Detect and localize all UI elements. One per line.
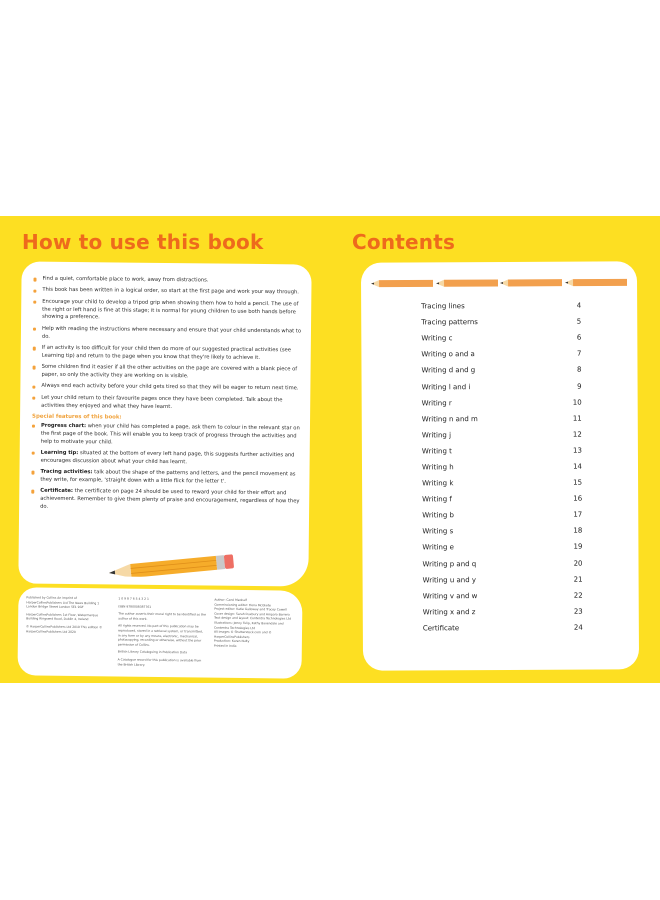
book-spread [0, 216, 660, 683]
contents-title: Contents [352, 230, 456, 254]
how-to-use-title: How to use this book [22, 230, 264, 254]
feature-item: Progress chart: when your child has completed a page, ask them to colour in the relevant star on the first page of the book. This will enable you to keep track of progress through the activities and help to motivate your child. [32, 423, 302, 449]
bullet-icon [33, 289, 36, 292]
instructions-card [18, 261, 311, 586]
contents-entry: Certificate 24 [422, 623, 583, 633]
instruction-item: Some children find it easier if all the other activities on the page are covered with a blank piece of paper, so only the activity they are working on is visible. [32, 364, 302, 382]
bullet-icon [33, 347, 36, 350]
imprint-rights: 1 0 9 8 7 6 5 4 3 2 1 ISBN 9780008387761 The author asserts their moral right to be identified as the author of this work. All rights reserved. No part of this publication may be reproduced, stored in a retrieval system, or transmitted, in any form or by any means, electronic, mechanical, photocopying, recording or otherwise, without the prior permission of Collins. British Library Cataloguing in Publication Data A Catalogue record for this publication is available from the British Library. [117, 596, 206, 667]
bullet-icon [33, 278, 36, 281]
instruction-item: Find a quiet, comfortable place to work, away from distractions. [33, 276, 303, 287]
contents-entry: Writing t 13 [421, 446, 582, 456]
pencil-icon [500, 278, 562, 288]
contents-entry: Writing o and a 7 [421, 349, 582, 359]
bullet-icon [32, 397, 35, 400]
bullet-icon [31, 490, 34, 493]
imprint-card [17, 587, 302, 678]
instruction-item: Always end each activity before your child gets tired so that they will be eager to return next time. [32, 383, 302, 394]
contents-entry: Writing k 15 [422, 478, 583, 488]
pencil-icon [371, 278, 433, 288]
bullet-icon [32, 385, 35, 388]
contents-entry: Tracing lines 4 [421, 301, 582, 311]
bullet-icon [33, 328, 36, 331]
bullet-icon [33, 366, 36, 369]
contents-entry: Writing c 6 [421, 333, 582, 343]
contents-entry: Writing x and z 23 [422, 607, 583, 617]
contents-entry: Writing v and w 22 [422, 591, 583, 601]
instructions-list [31, 276, 303, 518]
contents-entry: Writing r 10 [421, 398, 582, 408]
contents-entry: Writing b 17 [422, 510, 583, 520]
instruction-item: Let your child return to their favourite pages once they have been completed. Talk about the activities they enjoyed and what they have learnt. [32, 394, 302, 412]
contents-card [361, 261, 639, 670]
contents-entry: Writing p and q 20 [422, 559, 583, 568]
contents-entry: Writing j 12 [421, 430, 582, 440]
contents-entry: Writing d and g 8 [421, 365, 582, 375]
contents-entry: Writing s 18 [422, 526, 583, 536]
instruction-item: If an activity is too difficult for your child then do more of our suggested practical activities (see Learning tip) and return to the page when you know that they're likely to achieve it. [33, 345, 303, 363]
bullet-icon [32, 452, 35, 455]
bullet-icon [33, 301, 36, 304]
contents-entry: Writing h 14 [421, 462, 583, 472]
instruction-item: Encourage your child to develop a tripod grip when showing them how to hold a pencil. The use of the right or left hand is fine at this stage; it is normal for young children to use both hands before showing a preference. [33, 298, 303, 324]
contents-entry: Tracing patterns 5 [421, 317, 582, 327]
contents-list [421, 298, 583, 637]
contents-entry: Writing n and m 11 [421, 414, 582, 424]
contents-entry: Writing l and i 9 [421, 382, 582, 391]
imprint-publisher: Published by Collins An imprint of HarperCollinsPublishers Ltd The News Building 1 London Bridge Street London SE1 9GF HarperCollinsPublishers 1st Floor, Watermarque Building Ringsend Road, Dublin 4, Ireland © HarperCollinsPublishers Ltd 2019 This edition © HarperCollinsPublishers Ltd 2020 [25, 595, 103, 634]
feature-item: Tracing activities: talk about the shape of the patterns and letters, and the pencil movement as they write, for example, 'straight down with a little flick for the letter t'. [31, 469, 301, 487]
instruction-item: This book has been written in a logical order, so start at the first page and work your way through. [33, 287, 303, 298]
bullet-icon [32, 425, 35, 428]
bullet-icon [31, 471, 34, 474]
contents-entry: Writing u and y 21 [422, 575, 583, 585]
feature-item: Certificate: the certificate on page 24 should be used to reward your child for their effort and achievement. Remember to give them plenty of praise and encouragement, regardless of how they do. [31, 488, 301, 514]
pencil-illustration-icon [106, 552, 236, 577]
pencil-icon [436, 278, 498, 288]
contents-entry: Writing f 16 [422, 494, 583, 504]
feature-item: Learning tip: situated at the bottom of every left hand page, this suggests further activities and encourages discussion about what your child has learnt. [32, 449, 302, 467]
imprint-credits: Author: Carol Medcalf Commissioning editor: Fiona McGlade Project editor: Katie Galloway and Tracey Cowell Cover design: Sarah Duxbury and Amparo Barrera Text design and layout: Contentra Technologies Ltd Illustrations: Jenny Tulip, Kathy Baxendale and Contentra Technologies Ltd All images © Shutterstock.com and © HarperCollinsPublishers Production: Karen Nulty Printed in India [213, 597, 292, 648]
pencil-row [371, 277, 627, 288]
instruction-item: Help with reading the instructions where necessary and ensure that your child understands what to do. [33, 325, 303, 343]
pencil-icon [565, 277, 627, 287]
features-heading: Special features of this book: [32, 413, 122, 421]
contents-entry: Writing e 19 [422, 543, 583, 552]
